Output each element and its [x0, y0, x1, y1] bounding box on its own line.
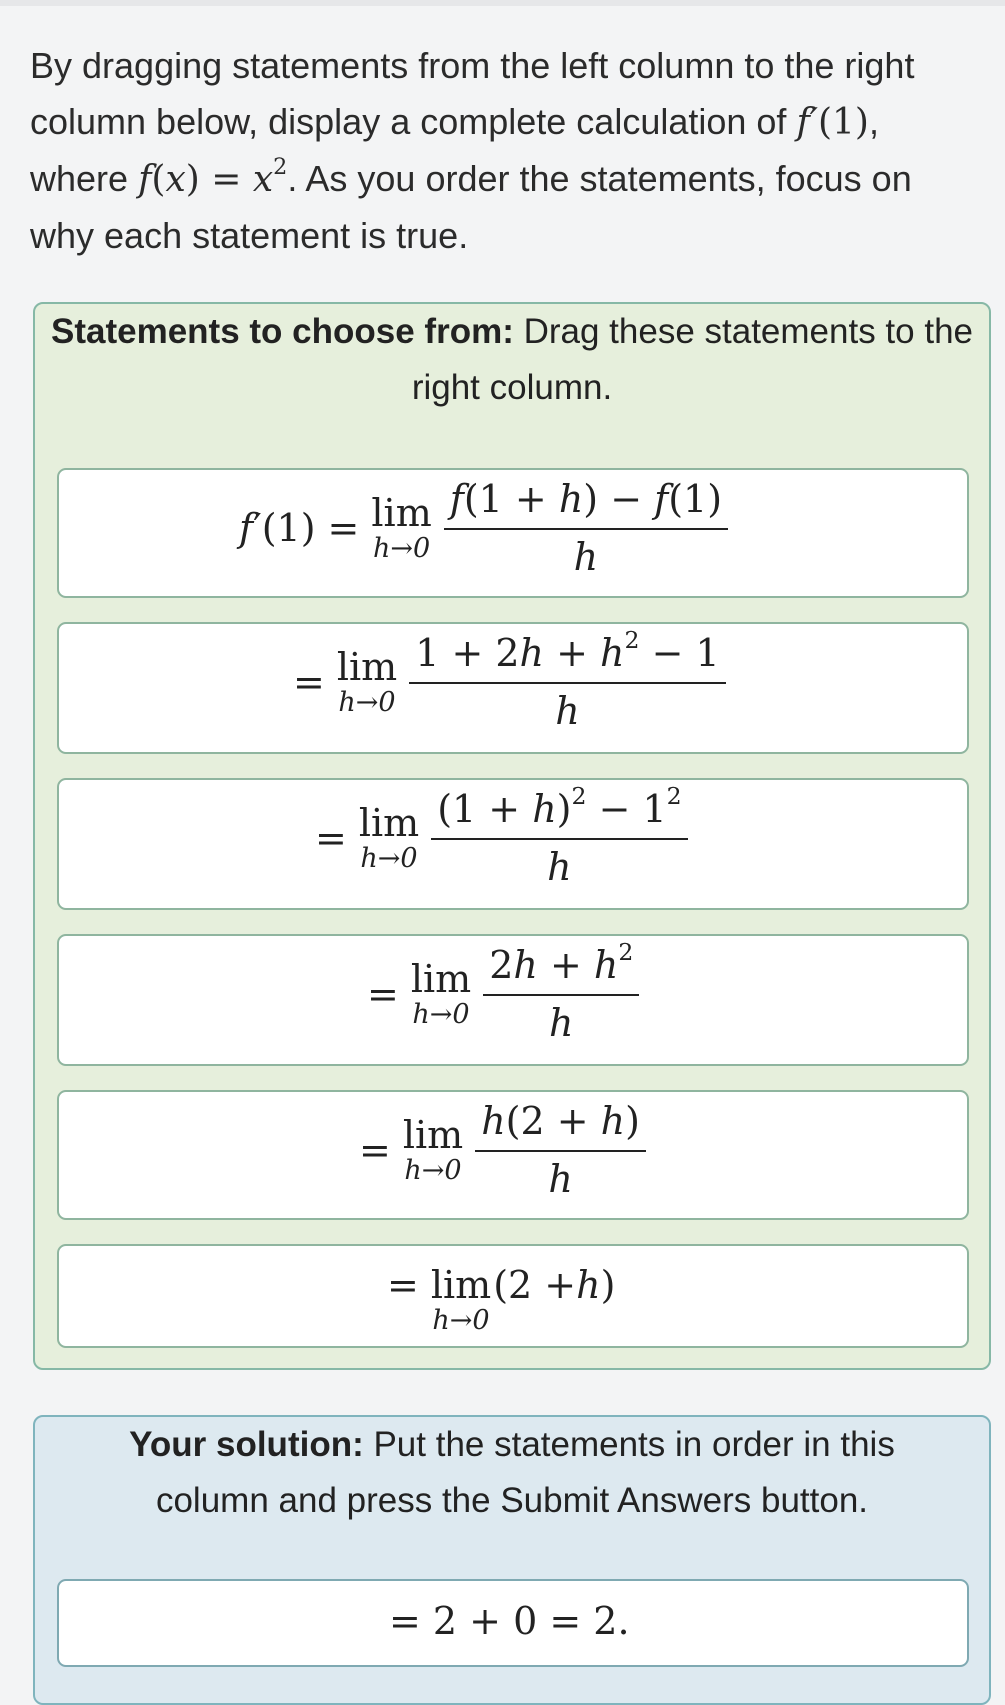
statements-to-choose-panel [33, 302, 991, 1370]
statement-math: = lim h→0 $\frac{1 + 2h + h^2 - 1}{h}$ [293, 630, 726, 734]
top-divider [0, 0, 1005, 6]
your-solution-panel [33, 1415, 991, 1705]
statement-card[interactable] [57, 622, 969, 754]
math-f-of-x: f [138, 159, 152, 200]
choose-heading-rest: Drag these statements to the right column. [411, 312, 973, 407]
statement-card[interactable] [57, 468, 969, 598]
statement-math: = lim h→0 (2 + h ) [387, 1263, 616, 1336]
statement-math: = 2 + 0 = 2. [389, 1599, 630, 1643]
instructions-text-1: By dragging statements from the left column to the right column below, display a complete calculation of [30, 45, 915, 142]
statement-card[interactable] [57, 1090, 969, 1220]
solution-panel-heading [35, 1417, 989, 1529]
solution-heading-rest: Put the statements in order in this column and press the Submit Answers button. [155, 1425, 895, 1520]
instructions-text-3: . As you order the statements, focus on why each statement is true. [30, 158, 912, 256]
statement-math: = lim h→0 $\frac{2h + h^2}{h}$ [367, 942, 639, 1046]
instructions-text-2: , where [30, 101, 879, 199]
statement-math: f ′(1) = lim h→0 $\frac{f(1 + h) - f(1)}{h}$ [239, 476, 728, 580]
choose-panel-heading [35, 304, 989, 416]
statement-math: = lim h→0 $\frac{h(2 + h)}{h}$ [359, 1098, 646, 1202]
statement-card[interactable] [57, 1244, 969, 1348]
solution-statement-card[interactable] [57, 1579, 969, 1667]
statement-math: = lim h→0 $\frac{(1 + h)^2 - 1^2}{h}$ [315, 786, 688, 890]
instructions: By dragging statements from the left column to the right column below, display a complete calculation of f′(1), where $f(x) = x^2$. As you order the statements, focus on why each statement is true. [30, 45, 915, 256]
choose-heading-bold: Statements to choose from: [51, 312, 514, 351]
solution-heading-bold: Your solution: [129, 1425, 364, 1464]
statement-card[interactable] [57, 934, 969, 1066]
math-f-prime-of-1: f′ [796, 102, 818, 143]
statement-card[interactable] [57, 778, 969, 910]
